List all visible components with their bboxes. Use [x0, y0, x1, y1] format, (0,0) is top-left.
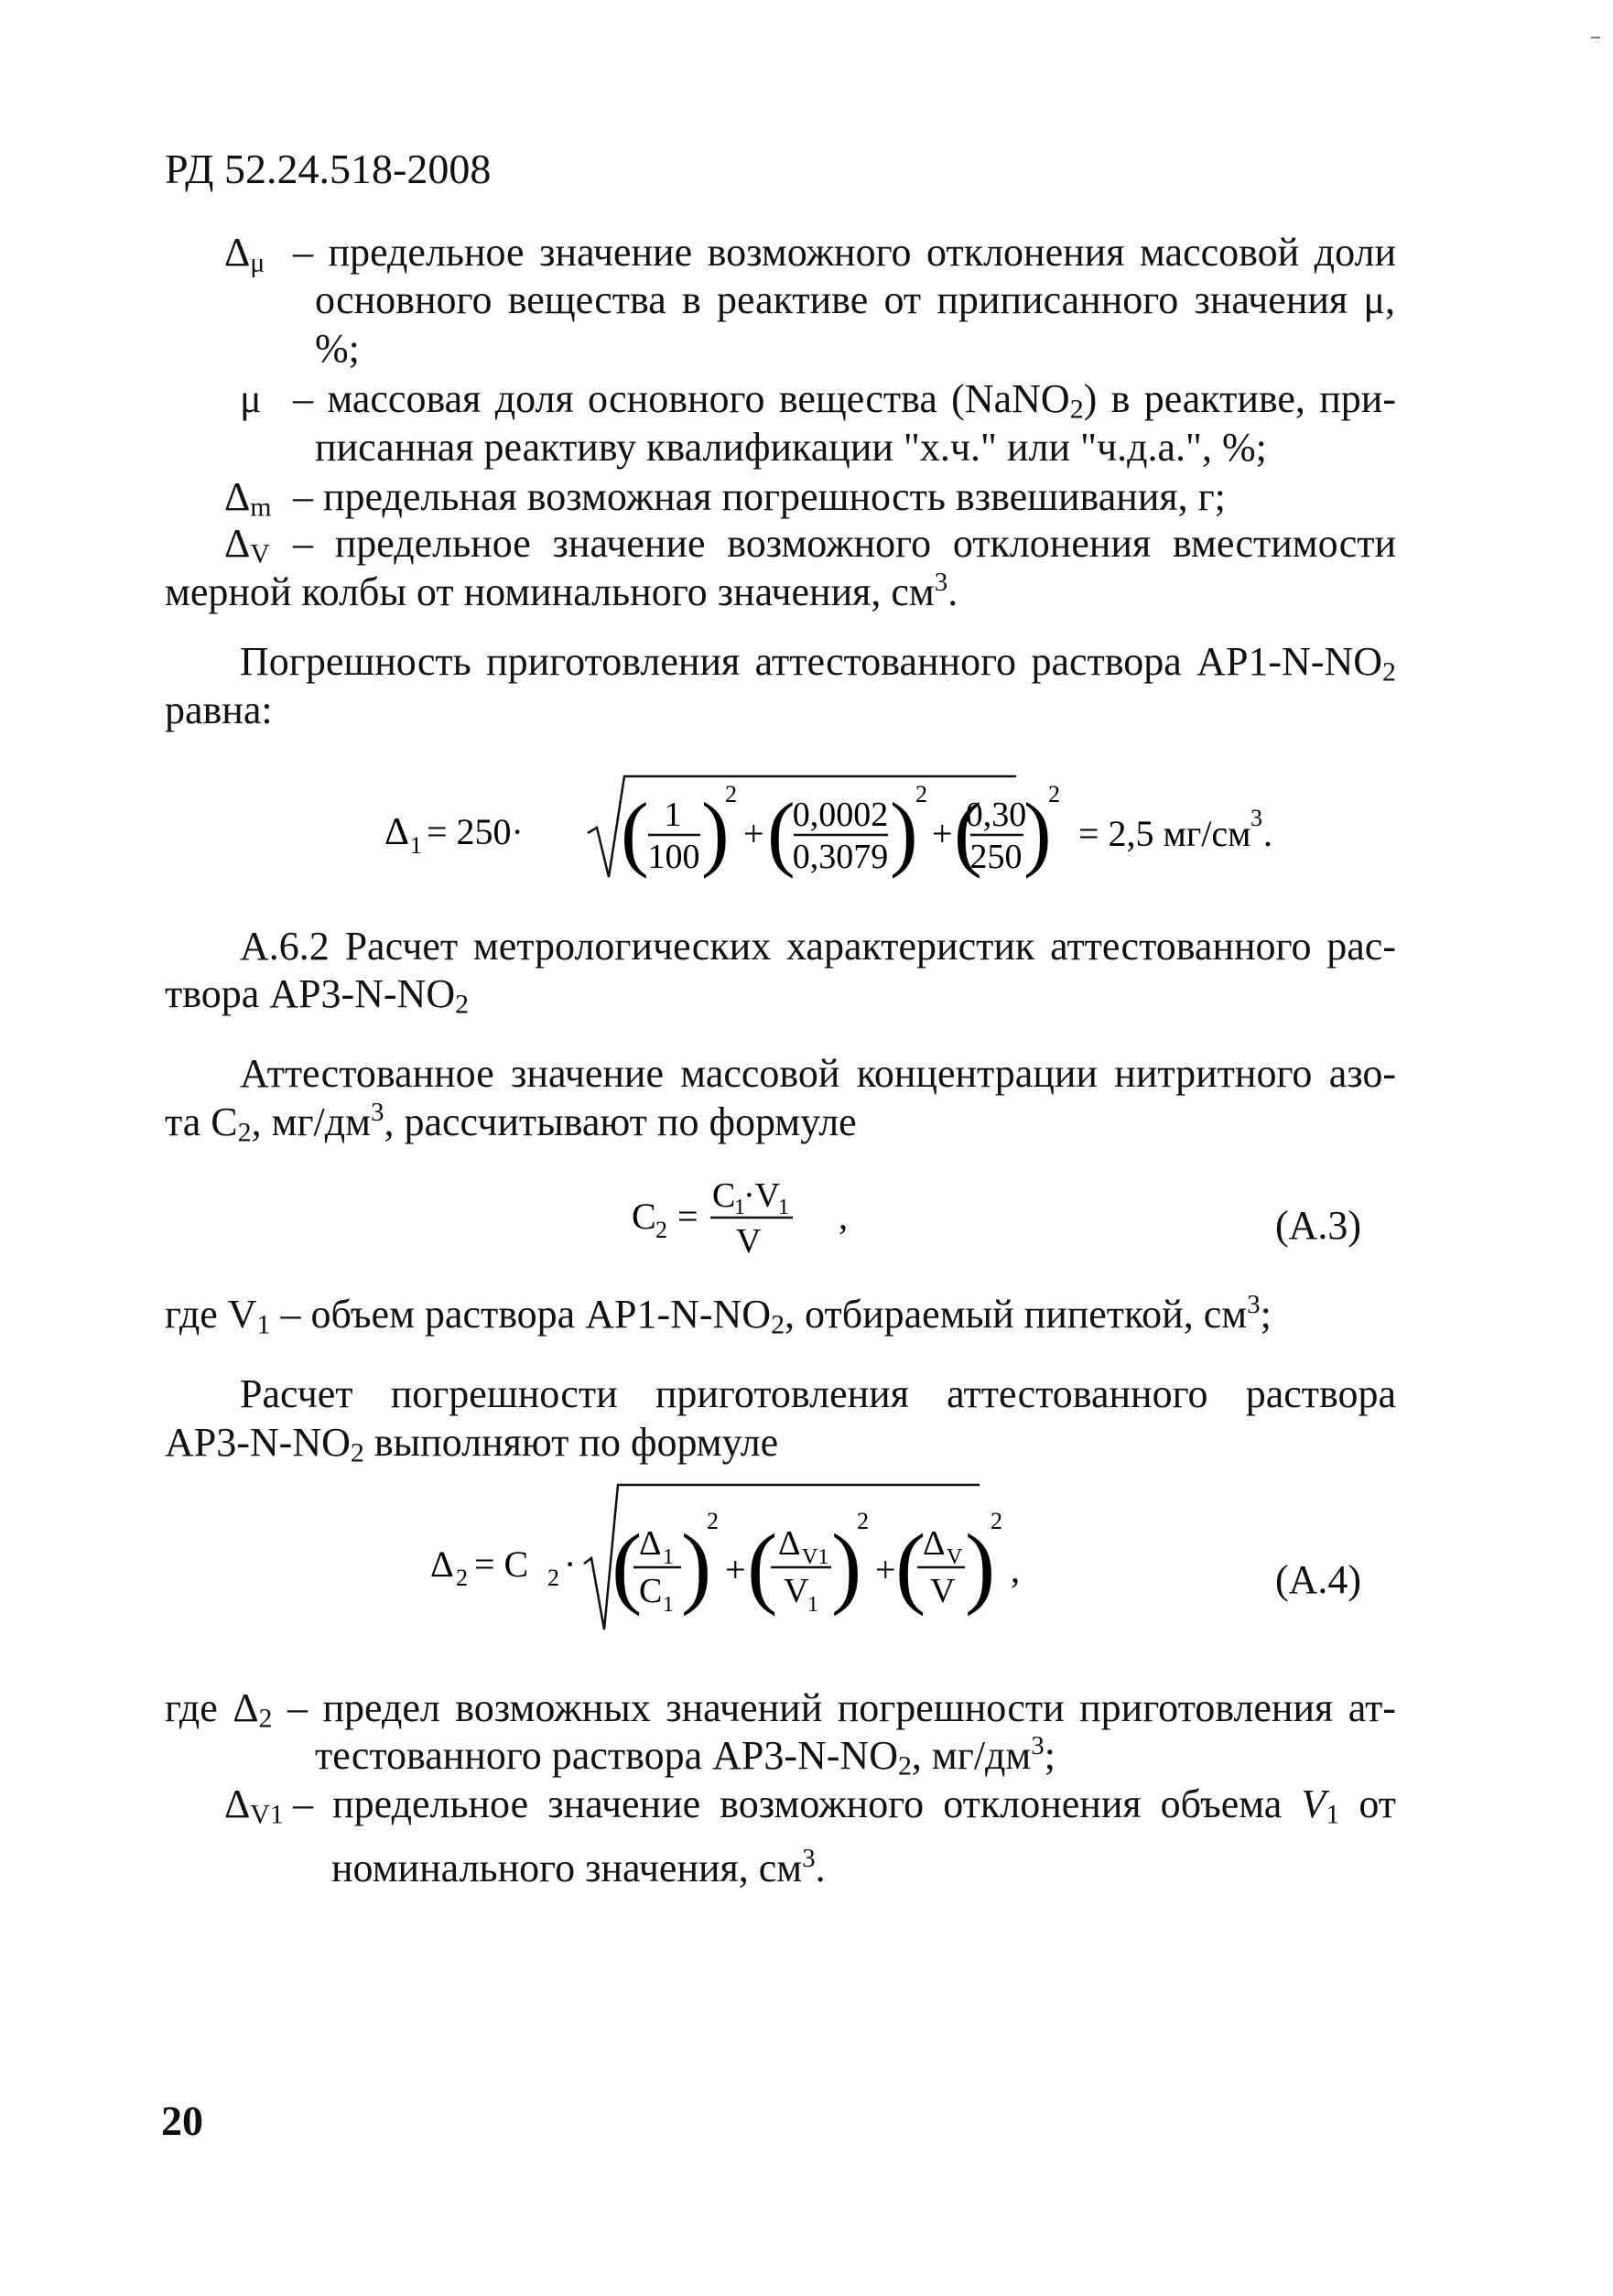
a4-t2-den-sub: 1 [807, 1593, 818, 1617]
def-delta-v-line1: – предельное значение возможного отклонения вместимости [293, 521, 1396, 566]
result-sup: 3 [1250, 805, 1262, 831]
def-delta-mu-line1: – предельное значение возможного отклонения массовой доли [293, 230, 1396, 275]
paren-close: ) [890, 785, 918, 879]
a4-t1-den: C [639, 1572, 663, 1610]
t1-exp: 2 [725, 781, 737, 807]
a4-comma: , [1011, 1549, 1020, 1590]
paren-open: ( [612, 1515, 643, 1617]
plus-2: + [932, 813, 953, 854]
para-error-ap1-line2: равна: [165, 688, 273, 732]
a3-num-sub: 1 [734, 1196, 745, 1219]
para-c2-line1: Аттестованное значение массовой концентрации нитритного азо- [240, 1051, 1396, 1096]
paren-open: ( [895, 1515, 926, 1617]
result: = 2,5 мг/см [1078, 813, 1251, 854]
formula-a4 [430, 1474, 1034, 1639]
t2-den: 0,3079 [792, 838, 889, 876]
para-error-ap3-line1: Расчет погрешности приготовления аттестованного раствора [240, 1371, 1396, 1416]
a3-num-dot: ·V [743, 1176, 781, 1215]
a3-num: C [712, 1176, 736, 1215]
t3-den: 250 [969, 838, 1023, 876]
paren-close: ) [831, 1515, 862, 1617]
def-mu-line1: – массовая доля основного вещества (NaNO$_2$) в реактиве, при- [293, 376, 1396, 425]
paren-open: ( [747, 1515, 778, 1617]
a3-num-sub2: 1 [778, 1196, 789, 1219]
paren-open: ( [621, 785, 649, 879]
def-delta-mu-line2: основного вещества в реактиве от приписанного значения μ, [315, 277, 1395, 322]
a3-eq: = [677, 1196, 698, 1237]
a4-eq-sub: 2 [547, 1565, 559, 1591]
para-error-ap3-line2: $АР3-N-NO_2$ выполняют по формуле [165, 1420, 779, 1468]
section-a62-line2: твора $АР3-N-NO_2$ [165, 971, 470, 1020]
para-error-ap1-line1: Погрешность приготовления аттестованного раствора $АР1-N-NO_2$ [240, 639, 1396, 688]
a4-lhs-sub: 2 [456, 1565, 468, 1591]
paren-close: ) [701, 785, 730, 879]
def-delta-m-symbol: $\Delta_m$ [224, 474, 272, 523]
page-number: 20 [161, 2097, 203, 2144]
def-delta-v1-symbol: $\Delta_{V1}$ [224, 1782, 284, 1830]
a4-t1-num: Δ [639, 1524, 662, 1563]
equation-label-a4: (А.4) [1275, 1557, 1362, 1602]
def-mu-line2: писанная реактиву квалификации "х.ч." или "ч.д.а.", %; [315, 425, 1267, 470]
def-delta-m-line1: – предельная возможная погрешность взвешивания, г; [293, 474, 1226, 519]
paren-open: ( [767, 785, 796, 879]
a4-t2-num-sub: V1 [802, 1545, 829, 1569]
scan-mark [1591, 37, 1600, 38]
def-mu-symbol: μ [240, 376, 262, 421]
a4-plus-2: + [875, 1549, 896, 1590]
formula-a3 [632, 1163, 906, 1263]
a4-t2-den: V [784, 1572, 809, 1610]
t3-num: 0,30 [965, 796, 1027, 834]
plus-1: + [743, 813, 764, 854]
def-delta-mu-symbol: $\Delta_\mu$ [224, 230, 265, 278]
lhs-sub: 1 [410, 832, 422, 859]
def-delta-mu-line3: %; [315, 326, 360, 371]
where-v1: где $V_1$ – объем раствора $АР1-N-NO_2$, отбираемый пипеткой, $см^3$; [165, 1290, 1272, 1340]
a4-t2-exp: 2 [857, 1508, 869, 1534]
t2-exp: 2 [915, 781, 927, 807]
section-a62-line1: А.6.2 Расчет метрологических характеристик аттестованного рас- [240, 924, 1396, 969]
def-delta-v1-line2: номинального значения, $см^3$. [331, 1844, 826, 1890]
def-delta2-line2: тестованного раствора $АР3-N-NO_2$, $мг/дм^3$; [315, 1731, 1056, 1782]
a4-t2-num: Δ [778, 1524, 801, 1563]
a4-t1-den-sub: 1 [663, 1593, 674, 1617]
a4-t3-exp: 2 [991, 1508, 1002, 1534]
paren-open: ( [954, 785, 982, 879]
paren-close: ) [1023, 785, 1052, 879]
t1-num: 1 [664, 796, 682, 834]
formula-a3-graphic [632, 1163, 906, 1263]
t3-exp: 2 [1048, 781, 1060, 807]
def-delta2-line1: где $\Delta_2$ – предел возможных значений погрешности приготовления ат- [165, 1685, 1396, 1734]
a4-t3-num-sub: V [947, 1545, 963, 1569]
document-code-header: РД 52.24.518-2008 [165, 146, 492, 192]
a4-t1-exp: 2 [707, 1508, 719, 1534]
def-delta-v1-line1: – предельное значение возможного отклонения объема $V_1$ от [293, 1782, 1396, 1830]
def-delta-v-line2: мерной колбы от номинального значения, $см^3$. [165, 568, 958, 614]
a4-eq: = C [474, 1543, 529, 1585]
t1-den: 100 [647, 838, 700, 876]
a4-t1-num-sub: 1 [663, 1545, 674, 1569]
a4-lhs: Δ [430, 1543, 454, 1585]
a3-lhs: C [632, 1196, 656, 1237]
equation-label-a3: (А.3) [1275, 1203, 1362, 1248]
a4-t3-den: V [930, 1572, 956, 1610]
result-end: . [1263, 813, 1272, 854]
formula-a4-graphic [430, 1474, 1034, 1639]
formula-delta1-graphic [384, 769, 1300, 888]
paren-close: ) [681, 1515, 712, 1617]
a4-dot: · [564, 1543, 577, 1585]
a4-plus-1: + [725, 1549, 746, 1590]
eq-250: = 250· [427, 811, 524, 852]
lhs-delta: Δ [384, 811, 410, 853]
paren-close: ) [965, 1515, 996, 1617]
a3-den: V [736, 1222, 762, 1261]
a3-comma: , [839, 1196, 848, 1237]
a4-t3-num: Δ [923, 1524, 946, 1563]
para-c2-line2: та $С_2$, $мг/дм^3$, рассчитывают по формуле [165, 1098, 857, 1148]
def-delta-v-symbol: $\Delta_V$ [224, 521, 270, 569]
t2-num: 0,0002 [792, 796, 889, 834]
a3-lhs-sub: 2 [655, 1217, 667, 1243]
